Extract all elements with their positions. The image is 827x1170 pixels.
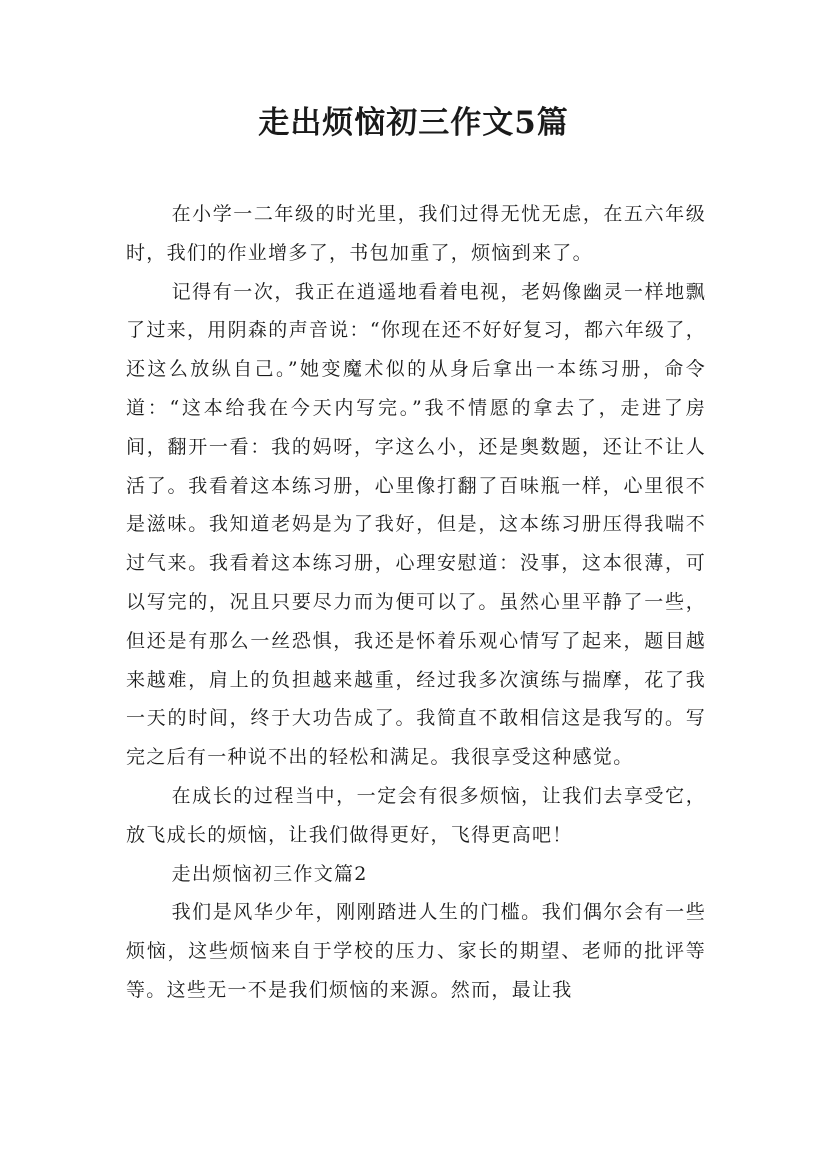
paragraph-3: 在成长的过程当中，一定会有很多烦恼，让我们去享受它，放飞成长的烦恼，让我们做得更好，飞得更高吧！ (126, 784, 706, 846)
paragraph-1: 在小学一二年级的时光里，我们过得无忧无虑，在五六年级时，我们的作业增多了，书包加重了，烦恼到来了。 (126, 203, 706, 264)
document-body (126, 195, 706, 1010)
paragraph-2: 记得有一次，我正在逍遥地看着电视，老妈像幽灵一样地飘了过来，用阴森的声音说：“你现在还不好好复习，都六年级了，还这么放纵自己。”她变魔术似的从身后拿出一本练习册，命令道：“这本给我在今天内写完。”我不情愿的拿去了，走进了房间，翻开一看：我的妈呀，字这么小，还是奥数题，还让不让人活了。我看着这本练习册，心里像打翻了百味瓶一样，心里很不是滋味。我知道老妈是为了我好，但是，这本练习册压得我喘不过气来。我看着这本练习册，心理安慰道：没事，这本很薄，可以写完的，况且只要尽力而为便可以了。虽然心里平静了一些，但还是有那么一丝恐惧，我还是怀着乐观心情写了起来，题目越来越难，肩上的负担越来越重，经过我多次演练与揣摩，花了我一天的时间，终于大功告成了。我简直不敢相信这是我写的。写完之后有一种说不出的轻松和满足。我很享受这种感觉。 (126, 280, 706, 769)
document-title: 走出烦恼初三作文5篇 (258, 105, 569, 141)
section-heading-essay-2: 走出烦恼初三作文篇2 (171, 862, 368, 885)
paragraph-4: 我们是风华少年，刚刚踏进人生的门槛。我们偶尔会有一些烦恼，这些烦恼来自于学校的压力、家长的期望、老师的批评等等。这些无一不是我们烦恼的来源。然而，最让我 (126, 901, 706, 1001)
